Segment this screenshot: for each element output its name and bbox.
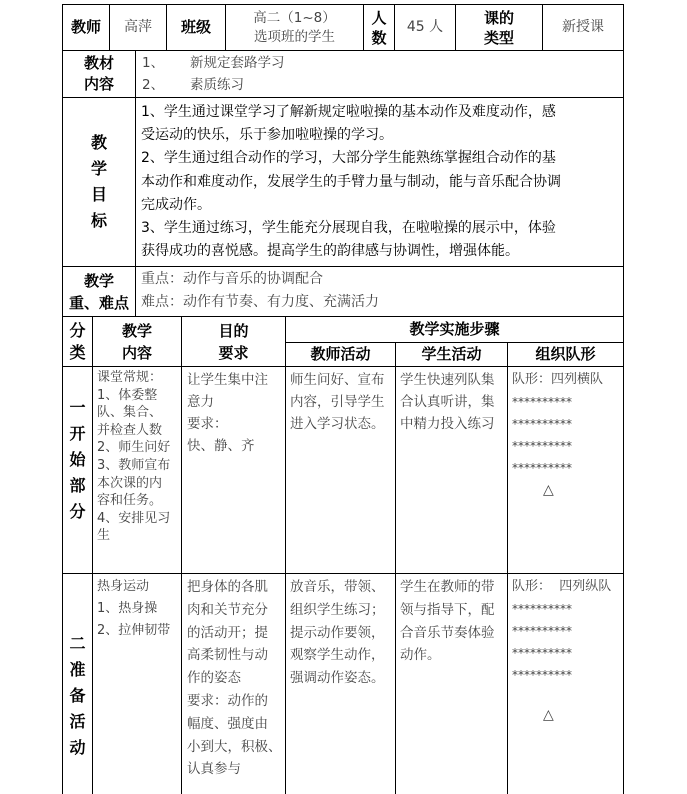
goals-label-char: 目: [90, 185, 107, 204]
col-teach-content-line1: 教学: [121, 321, 152, 340]
class-value-line1: 高二（1~8）: [253, 9, 336, 26]
purpose-line: 肉和关节充分: [187, 601, 268, 618]
content-line: 4、安排见习: [97, 510, 171, 526]
section-2-student-activity: [400, 576, 506, 776]
lesson-type-label: [456, 5, 542, 50]
section-category-char: 分: [69, 502, 86, 521]
section-2-formation: [512, 576, 622, 776]
purpose-line: 认真参与: [187, 761, 241, 778]
col-purpose-line1: 目的: [218, 321, 249, 340]
teacher-name: 高萍: [124, 19, 152, 35]
focus-label-line1: 教学: [83, 271, 114, 290]
purpose-line: 快、静、齐: [187, 438, 255, 454]
content-item-2: [142, 75, 612, 96]
goal-line: 完成动作。: [141, 196, 211, 213]
content-line: 1、体委整: [97, 387, 158, 403]
section-category-char: 始: [69, 450, 86, 469]
col-category: [63, 317, 92, 366]
section-1-formation: [512, 369, 622, 569]
purpose-line: 要求：动作的: [187, 692, 268, 709]
content-label: [63, 51, 135, 97]
section-category-char: 开: [69, 424, 86, 443]
section-1-category: [63, 367, 92, 573]
teacher-activity-line: 放音乐，带领、: [290, 579, 385, 595]
content-line: 3、教师宣布: [97, 457, 171, 473]
teacher-activity-line: 组织学生练习；: [290, 601, 385, 618]
focus-label: [63, 267, 135, 316]
section-category-char: 活: [69, 712, 86, 731]
section-2-teacher-activity: [290, 576, 394, 776]
section-2-category: [63, 574, 92, 794]
purpose-line: 把身体的各肌: [187, 579, 268, 595]
col-teacher-activity: 教师活动: [310, 345, 371, 363]
purpose-line: 小到大，积极、: [187, 738, 282, 755]
formation-row: **********: [512, 395, 572, 409]
col-student-activity: 学生活动: [421, 345, 482, 363]
formation-row: **********: [512, 461, 572, 475]
goals-label-char: 标: [90, 211, 107, 230]
teacher-activity-line: 师生问好、宣布: [290, 372, 385, 388]
section-category-char: 准: [69, 660, 86, 679]
teacher-label: 教师: [70, 18, 101, 36]
content-line: 队、集合、: [97, 405, 163, 421]
formation-title: 队形： 四列纵队: [512, 579, 612, 594]
content-line: 热身运动: [97, 579, 150, 594]
formation-row: **********: [512, 624, 572, 638]
lesson-type-value: 新授课: [562, 19, 604, 35]
goals-label: [63, 98, 135, 266]
lesson-type-label-line2: 类型: [483, 28, 514, 47]
content-line: 2、拉伸韧带: [97, 623, 171, 638]
purpose-line: 要求：: [187, 416, 228, 432]
content-label-line2: 内容: [83, 75, 114, 93]
section-category-char: 部: [69, 476, 86, 495]
content-label-line1: 教材: [83, 54, 114, 72]
goals-label-char: 教: [90, 133, 107, 152]
purpose-line: 的活动开；提: [187, 624, 268, 641]
content-item-2-num: 2、: [142, 77, 165, 93]
class-value-line2: 选项班的学生: [254, 28, 335, 45]
count-value: 45 人: [406, 19, 444, 35]
purpose-line: 高柔韧性与动: [187, 647, 268, 664]
col-steps: 教学实施步骤: [409, 320, 500, 338]
class-value: [226, 5, 363, 50]
content-line: 课堂常规：: [97, 370, 163, 385]
section-category-char: 备: [69, 686, 86, 705]
difficulty-point: 难点：动作有节奏、有力度、充满活力: [141, 294, 379, 310]
teacher-position-marker: △: [543, 707, 554, 723]
teacher-activity-line: 进入学习状态。: [290, 416, 385, 432]
goal-line: 1、学生通过课堂学习了解新规定啦啦操的基本动作及难度动作，感: [141, 104, 556, 120]
count-label-line1: 人: [371, 8, 387, 27]
content-line: 2、师生问好: [97, 440, 171, 456]
col-teach-content-line2: 内容: [121, 343, 152, 362]
col-category-line2: 类: [69, 342, 86, 362]
formation-row: **********: [512, 646, 572, 660]
formation-row: **********: [512, 439, 572, 453]
section-1-student-activity: [400, 369, 506, 569]
goal-line: 2、学生通过组合动作的学习，大部分学生能熟练掌握组合动作的基: [141, 150, 556, 167]
lesson-type-label-line1: 课的: [483, 8, 514, 27]
student-activity-line: 合音乐节奏体验: [400, 624, 495, 641]
content-line: 1、热身操: [97, 601, 158, 616]
content-item-1-text: 新规定套路学习: [190, 55, 285, 71]
student-activity-line: 中精力投入练习: [400, 416, 495, 432]
student-activity-line: 合认真听讲，集: [400, 394, 495, 410]
formation-row: **********: [512, 417, 572, 431]
content-line: 并检查人数: [97, 422, 163, 438]
key-point: 重点：动作与音乐的协调配合: [141, 271, 323, 287]
student-activity-line: 动作。: [400, 647, 441, 664]
content-item-1: [142, 53, 612, 74]
content-line: 本次课的内: [97, 475, 163, 491]
count-label: [364, 5, 394, 50]
purpose-line: 幅度、强度由: [187, 715, 268, 732]
col-formation: 组织队形: [535, 345, 596, 363]
content-item-1-num: 1、: [142, 55, 165, 71]
teacher-activity-line: 观察学生动作，: [290, 647, 385, 664]
col-purpose: [182, 317, 285, 366]
section-2-content: [97, 576, 181, 776]
teacher-activity-line: 内容，引导学生: [290, 394, 385, 410]
section-1-purpose: [187, 369, 284, 569]
content-line: 容和任务。: [97, 493, 163, 509]
section-category-char: 动: [69, 738, 86, 757]
focus-label-line2: 重、难点: [68, 293, 129, 312]
section-category-char: 二: [69, 634, 86, 653]
content-line: 生: [97, 528, 111, 544]
formation-title: 队形：四列横队: [512, 372, 604, 387]
goal-line: 3、学生通过练习，学生能充分展现自我，在啦啦操的展示中，体验: [141, 220, 556, 237]
student-activity-line: 学生在教师的带: [400, 579, 495, 595]
purpose-line: 让学生集中注: [187, 372, 268, 388]
col-purpose-line2: 要求: [218, 343, 249, 362]
section-2-purpose: [187, 576, 284, 792]
teacher-activity-line: 提示动作要领，: [290, 624, 385, 641]
formation-row: **********: [512, 602, 572, 616]
formation-row: **********: [512, 668, 572, 682]
goal-line: 受运动的快乐，乐于参加啦啦操的学习。: [141, 127, 393, 144]
goals-text: [141, 101, 621, 265]
goal-line: 本动作和难度动作，发展学生的手臂力量与制动，能与音乐配合协调: [141, 173, 561, 190]
count-label-line2: 数: [371, 28, 387, 47]
content-item-2-text: 素质练习: [190, 77, 244, 93]
section-category-char: 一: [69, 398, 86, 417]
section-1-content: [97, 369, 181, 571]
col-teach-content: [93, 317, 181, 366]
student-activity-line: 学生快速列队集: [400, 372, 495, 388]
teacher-activity-line: 强调动作姿态。: [290, 670, 385, 687]
col-category-line1: 分: [69, 320, 86, 340]
section-1-teacher-activity: [290, 369, 394, 569]
goal-line: 获得成功的喜悦感。提高学生的韵律感与协调性，增强体能。: [141, 243, 519, 260]
teacher-position-marker: △: [543, 482, 554, 498]
purpose-line: 意力: [187, 394, 214, 410]
goals-label-char: 学: [90, 159, 107, 178]
class-label: 班级: [180, 18, 211, 36]
purpose-line: 作的姿态: [187, 670, 241, 687]
student-activity-line: 领与指导下，配: [400, 601, 495, 618]
